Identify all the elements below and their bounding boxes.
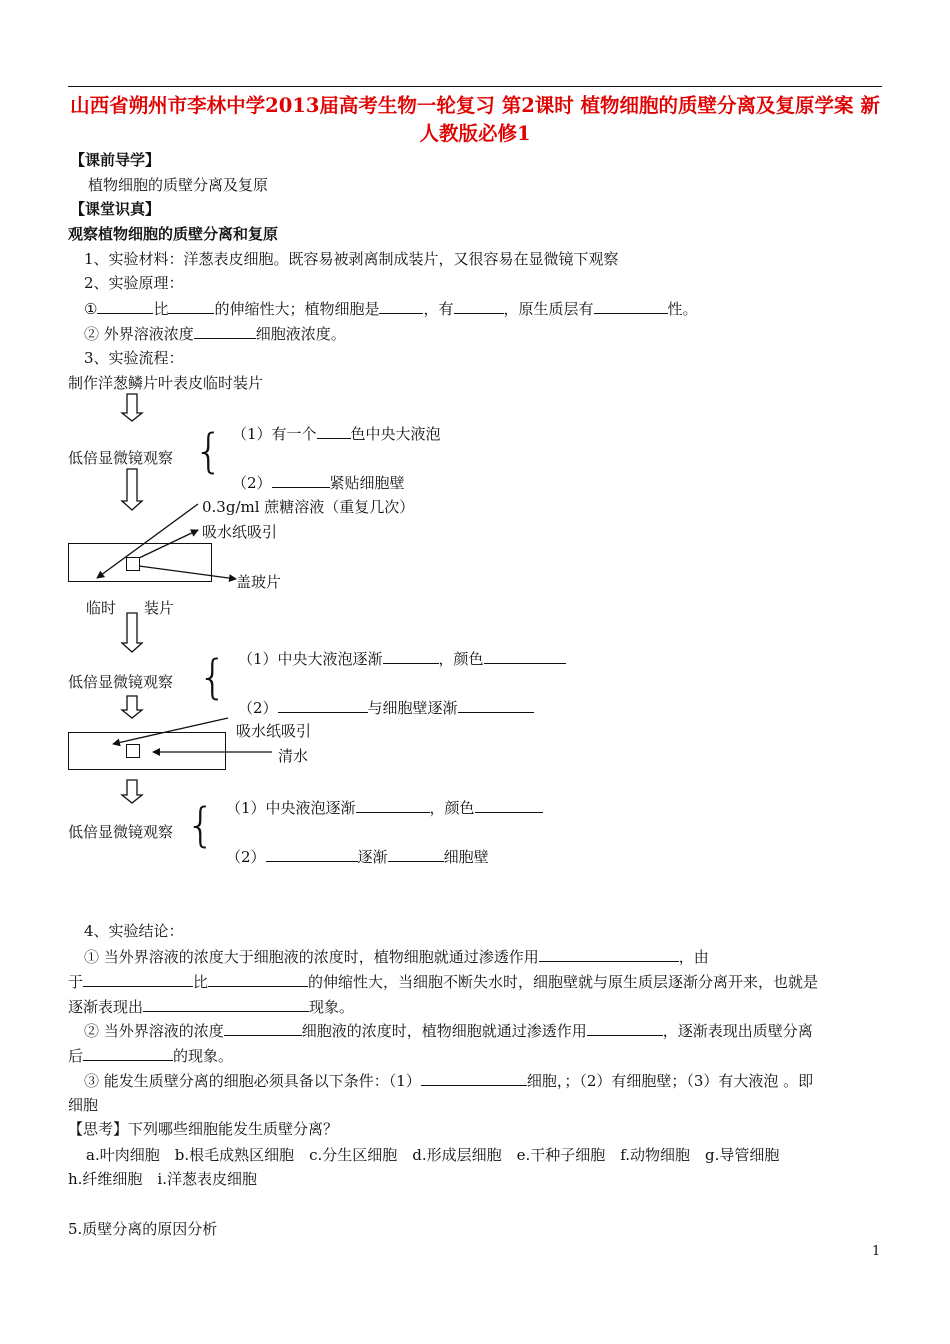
text: 性。: [667, 300, 698, 318]
absorbent-paper-label: 吸水纸吸引: [202, 523, 278, 541]
text: （1）中央大液泡逐渐: [238, 650, 383, 668]
temp-slide-label-b: 装片: [144, 599, 175, 617]
text: ，颜色: [429, 799, 475, 817]
text: ① 当外界溶液的浓度大于细胞液的浓度时，植物细胞就通过渗透作用: [84, 948, 539, 966]
think-prompt: 【思考】下列哪些细胞能发生质壁分离？: [68, 1120, 339, 1138]
text: ①: [84, 300, 98, 318]
text: 的伸缩性大，当细胞不断失水时，细胞壁就与原生质层逐渐分离开来，也就是: [308, 973, 819, 991]
conclusion-1: [84, 946, 709, 967]
sucrose-label: 0.3g/ml 蔗糖溶液（重复几次）: [202, 498, 415, 516]
blank-field[interactable]: [539, 946, 679, 962]
text: 细胞壁: [443, 848, 489, 866]
water-label: 清水: [278, 747, 309, 765]
down-arrow-icon: [122, 780, 142, 803]
text: 紧贴细胞壁: [329, 474, 405, 492]
item-process: 3、实验流程：: [84, 349, 184, 367]
conclusion-2: [84, 1020, 813, 1041]
text: ，原生质层有: [503, 300, 594, 318]
conclusion-2b: [68, 1045, 233, 1066]
conclusion-1b: [68, 971, 818, 992]
blank-field[interactable]: [143, 996, 309, 1012]
inclass-subheading: 观察植物细胞的质壁分离和复原: [68, 225, 279, 243]
coverslip-pointer: [139, 566, 236, 579]
brace-icon: {: [186, 798, 216, 852]
blank-field[interactable]: [421, 1070, 527, 1086]
text: ③ 能发生质壁分离的细胞必须具备以下条件：（1）: [84, 1072, 421, 1090]
text: 的伸缩性大；植物细胞是: [214, 300, 380, 318]
text: ，由: [678, 948, 709, 966]
page-title: 山西省朔州市李林中学2013届高考生物一轮复习 第2课时 植物细胞的质壁分离及复原学案 新人教版必修1: [70, 94, 880, 145]
item-materials: 1、实验材料：洋葱表皮细胞。既容易被剥离制成装片，又很容易在显微镜下观察: [84, 250, 619, 268]
text: 细胞液浓度。: [255, 325, 346, 343]
text: （2）: [232, 474, 272, 492]
text: ，逐渐表现出质壁分离: [662, 1022, 813, 1040]
text: （2）: [238, 699, 278, 717]
flow-observe-1: 低倍显微镜观察: [68, 449, 174, 467]
absorb-arrow-2: [113, 718, 228, 744]
blank-field[interactable]: [83, 1045, 173, 1061]
preclass-heading: 【课前导学】: [70, 151, 161, 169]
down-arrow-icon: [122, 469, 142, 510]
text: 细胞液的浓度时，植物细胞就通过渗透作用: [301, 1022, 587, 1040]
text: 比: [153, 300, 169, 318]
conclusion-1c: [68, 996, 354, 1017]
text: ② 外界溶液浓度: [84, 325, 194, 343]
text: （2）: [226, 848, 266, 866]
text: 比: [193, 973, 209, 991]
text: 细胞，；（2）有细胞壁；（3）有大液泡 。即: [526, 1072, 814, 1090]
think-options-2: h.纤维细胞 i.洋葱表皮细胞: [68, 1170, 257, 1188]
text: 逐渐表现出: [68, 998, 144, 1016]
conclusion-heading: 4、实验结论：: [84, 922, 184, 940]
think-options-1: a.叶肉细胞 b.根毛成熟区细胞 c.分生区细胞 d.形成层细胞 e.干种子细胞 f.动物细胞 g.导管细胞: [86, 1146, 780, 1164]
text: （1）中央液泡逐渐: [226, 799, 356, 817]
text: 现象。: [309, 998, 355, 1016]
blank-field[interactable]: [208, 971, 308, 987]
brace-icon: {: [198, 650, 228, 704]
preclass-topic: 植物细胞的质壁分离及复原: [88, 176, 269, 194]
text: 后: [68, 1047, 84, 1065]
blank-field[interactable]: [587, 1020, 663, 1036]
text: 与细胞壁逐渐: [367, 699, 458, 717]
blank-field[interactable]: [224, 1020, 302, 1036]
blank-field[interactable]: [83, 971, 193, 987]
text: ，颜色: [438, 650, 484, 668]
absorbent-paper-label-2: 吸水纸吸引: [236, 722, 312, 740]
item-principle: 2、实验原理：: [84, 274, 184, 292]
absorb-arrow: [139, 530, 198, 558]
section-5-heading: 5.质壁分离的原因分析: [68, 1220, 218, 1238]
down-arrow-icon: [122, 613, 142, 652]
flow-make-slide: 制作洋葱鳞片叶表皮临时装片: [68, 374, 264, 392]
brace-icon: {: [194, 424, 224, 478]
text: （1）有一个: [232, 425, 317, 443]
text: 逐渐: [357, 848, 388, 866]
flow-observe-2: 低倍显微镜观察: [68, 673, 174, 691]
flow-observe-3: 低倍显微镜观察: [68, 823, 174, 841]
text: 色中央大液泡: [350, 425, 441, 443]
conclusion-3b: 细胞: [68, 1096, 99, 1114]
inclass-heading: 【课堂识真】: [70, 200, 161, 218]
down-arrow-icon: [122, 394, 142, 421]
text: ② 当外界溶液的浓度: [84, 1022, 224, 1040]
text: 的现象。: [173, 1047, 234, 1065]
text: 于: [68, 973, 84, 991]
coverslip-label: 盖玻片: [236, 573, 282, 591]
temp-slide-label-a: 临时: [86, 599, 117, 617]
conclusion-3: [84, 1070, 813, 1091]
page-number: 1: [872, 1244, 881, 1259]
down-arrow-icon: [122, 696, 142, 718]
text: ，有: [423, 300, 454, 318]
